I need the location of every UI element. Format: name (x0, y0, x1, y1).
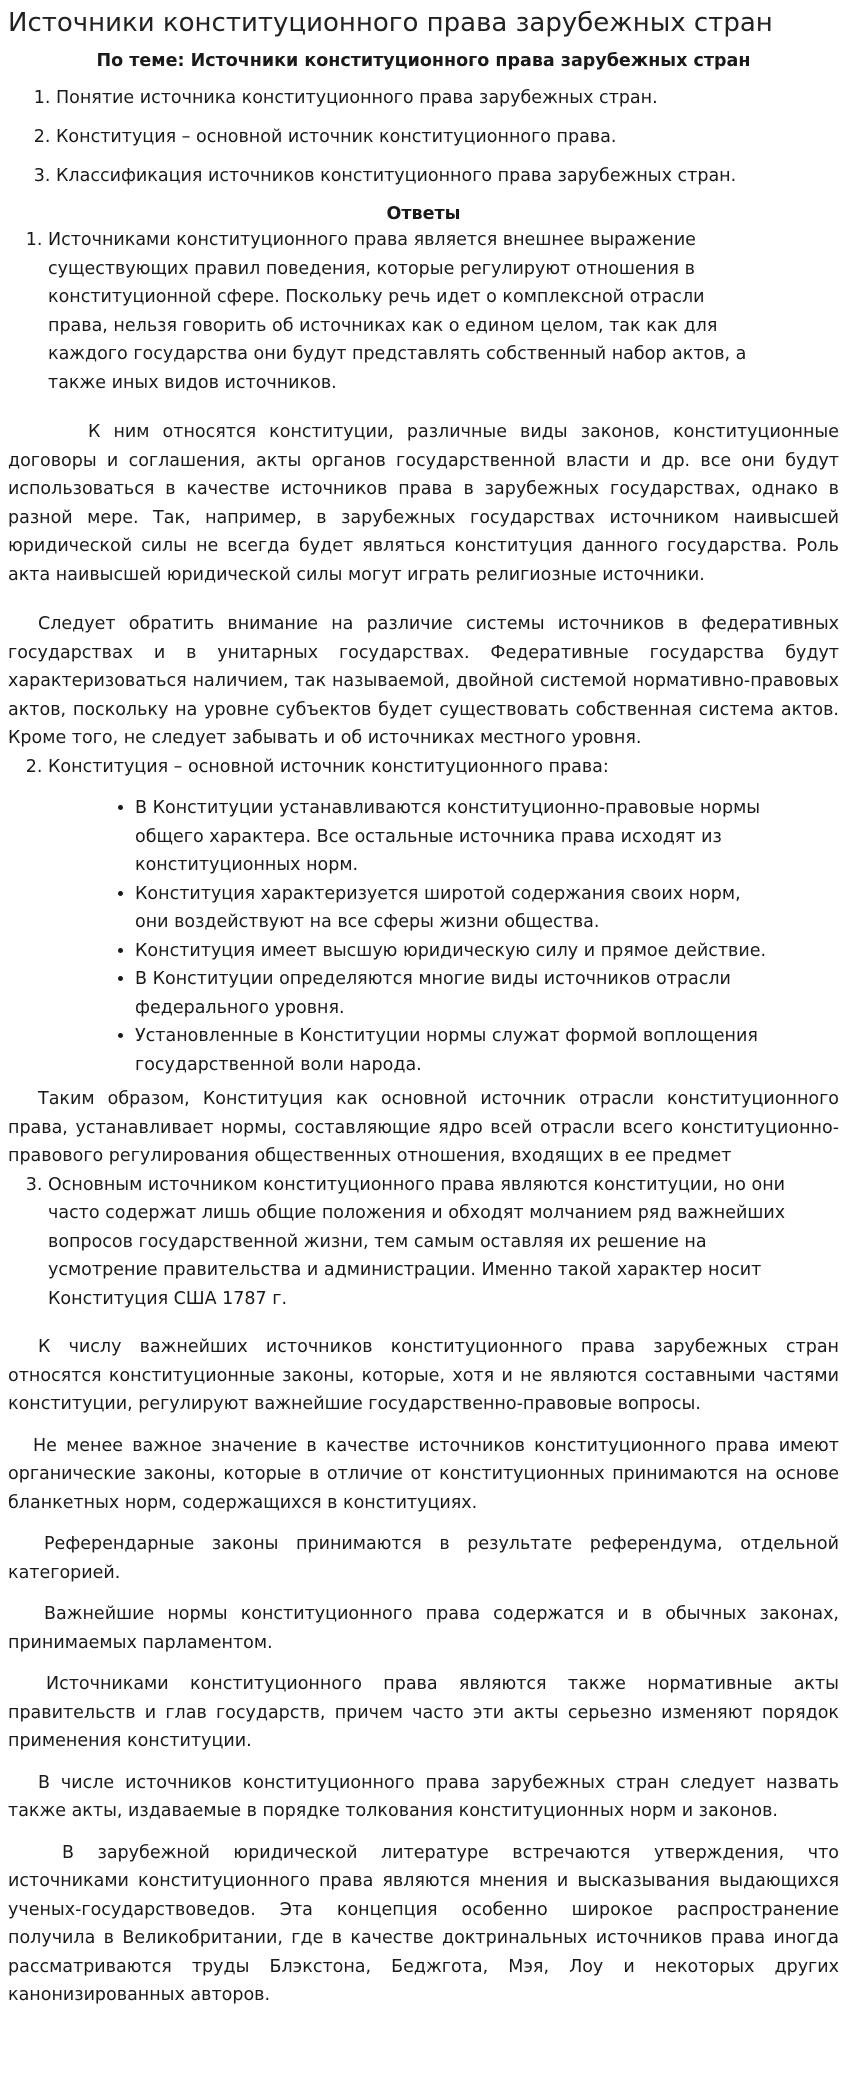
answer-3-paragraph-7: В зарубежной юридической литературе встречаются утверждения, что источниками конституционного права являются мнения и высказывания выдающихся ученых-государствоведов. Эта концепция особенно широкое распространение получила в Великобритании, где в качестве доктринальных источников права иногда рассматриваются труды Блэкстона, Беджгота, Мэя, Лоу и некоторых других канонизированных авторов. (8, 1842, 839, 2005)
answer-3-paragraph-1: К числу важнейших источников конституционного права зарубежных стран относятся конституционные законы, которые, хотя и не являются составными частями конституции, регулируют важнейшие государственно-правовые вопросы. (8, 1337, 839, 1414)
question-item: 3. Классификация источников конституционного права зарубежных стран. (56, 163, 839, 189)
answer-2-paragraph: Таким образом, Конституция как основной источник отрасли конституционного права, устанавливает нормы, составляющие ядро всей отрасли всего конституционно-правового регулирования общественных отношения, входящих в ее предмет (8, 1089, 839, 1166)
answers-heading: Ответы (386, 204, 461, 224)
answer-3-list (8, 1171, 839, 1314)
answer-2-list (8, 753, 839, 782)
constitution-features-list (8, 794, 839, 1079)
answer-1-item: 1. Источниками конституционного права является внешнее выражение существующих правил поведения, которые регулируют отношения в конституционной сфере. Поскольку речь идет о комплексной отрасли права, нельзя говорить об источниках как о едином целом, так как для каждого государства они будут представлять собственный набор актов, а также иных видов источников. (48, 226, 839, 397)
answer-1-list (8, 226, 839, 397)
topic-heading: По теме: Источники конституционного права зарубежных стран (96, 51, 751, 71)
bullet-item: • В Конституции устанавливаются конституционно-правовые нормы общего характера. Все остальные источника права исходят из конституционных норм. (135, 794, 779, 880)
bullet-item: • В Конституции определяются многие виды источников отрасли федерального уровня. (135, 965, 779, 1022)
bullet-item: • Конституция имеет высшую юридическую силу и прямое действие. (135, 937, 779, 966)
answer-3-paragraph-6: В числе источников конституционного права зарубежных стран следует назвать также акты, издаваемые в порядке толкования конституционных норм и законов. (8, 1772, 839, 1821)
answer-1-paragraph-1: К ним относятся конституции, различные виды законов, конституционные договоры и соглашения, акты органов государственной власти и др. все они будут использоваться в качестве источников права в зарубежных государствах, однако в разной мере. Так, например, в зарубежных государствах источником наивысшей юридической силы не всегда будет являться конституция данного государства. Роль акта наивысшей юридической силы могут играть религиозные источники. (8, 422, 839, 585)
answer-1-paragraph-2: Следует обратить внимание на различие системы источников в федеративных государствах и в унитарных государствах. Федеративные государства будут характеризоваться наличием, так называемой, двойной системой нормативно-правовых актов, поскольку на уровне субъектов будет существовать собственная система актов. Кроме того, не следует забывать и об источниках местного уровня. (8, 614, 839, 748)
answer-3-paragraph-5: Источниками конституционного права являются также нормативные акты правительств и глав государств, причем часто эти акты серьезно изменяют порядок применения конституции. (8, 1674, 839, 1751)
answer-3-item: 3. Основным источником конституционного права являются конституции, но они часто содержат лишь общие положения и обходят молчанием ряд важнейших вопросов государственной жизни, тем самым оставляя их решение на усмотрение правительства и администрации. Именно такой характер носит Конституция США 1787 г. (48, 1171, 839, 1314)
answer-3-paragraph-3: Референдарные законы принимаются в результате референдума, отдельной категорией. (8, 1534, 839, 1583)
bullet-item: • Установленные в Конституции нормы служат формой воплощения государственной воли народа. (135, 1022, 779, 1079)
answer-3-paragraph-4: Важнейшие нормы конституционного права содержатся и в обычных законах, принимаемых парламентом. (8, 1604, 839, 1653)
document-title: Источники конституционного права зарубежных стран (8, 8, 773, 38)
answer-2-item: 2. Конституция – основной источник конституционного права: (48, 753, 839, 782)
bullet-item: • Конституция характеризуется широтой содержания своих норм, они воздействуют на все сферы жизни общества. (135, 880, 779, 937)
question-item: 1. Понятие источника конституционного права зарубежных стран. (56, 85, 839, 111)
questions-list (8, 85, 839, 189)
answer-3-paragraph-2: Не менее важное значение в качестве источников конституционного права имеют органические законы, которые в отличие от конституционных принимаются на основе бланкетных норм, содержащихся в конституциях. (8, 1435, 839, 1513)
question-item: 2. Конституция – основной источник конституционного права. (56, 124, 839, 150)
